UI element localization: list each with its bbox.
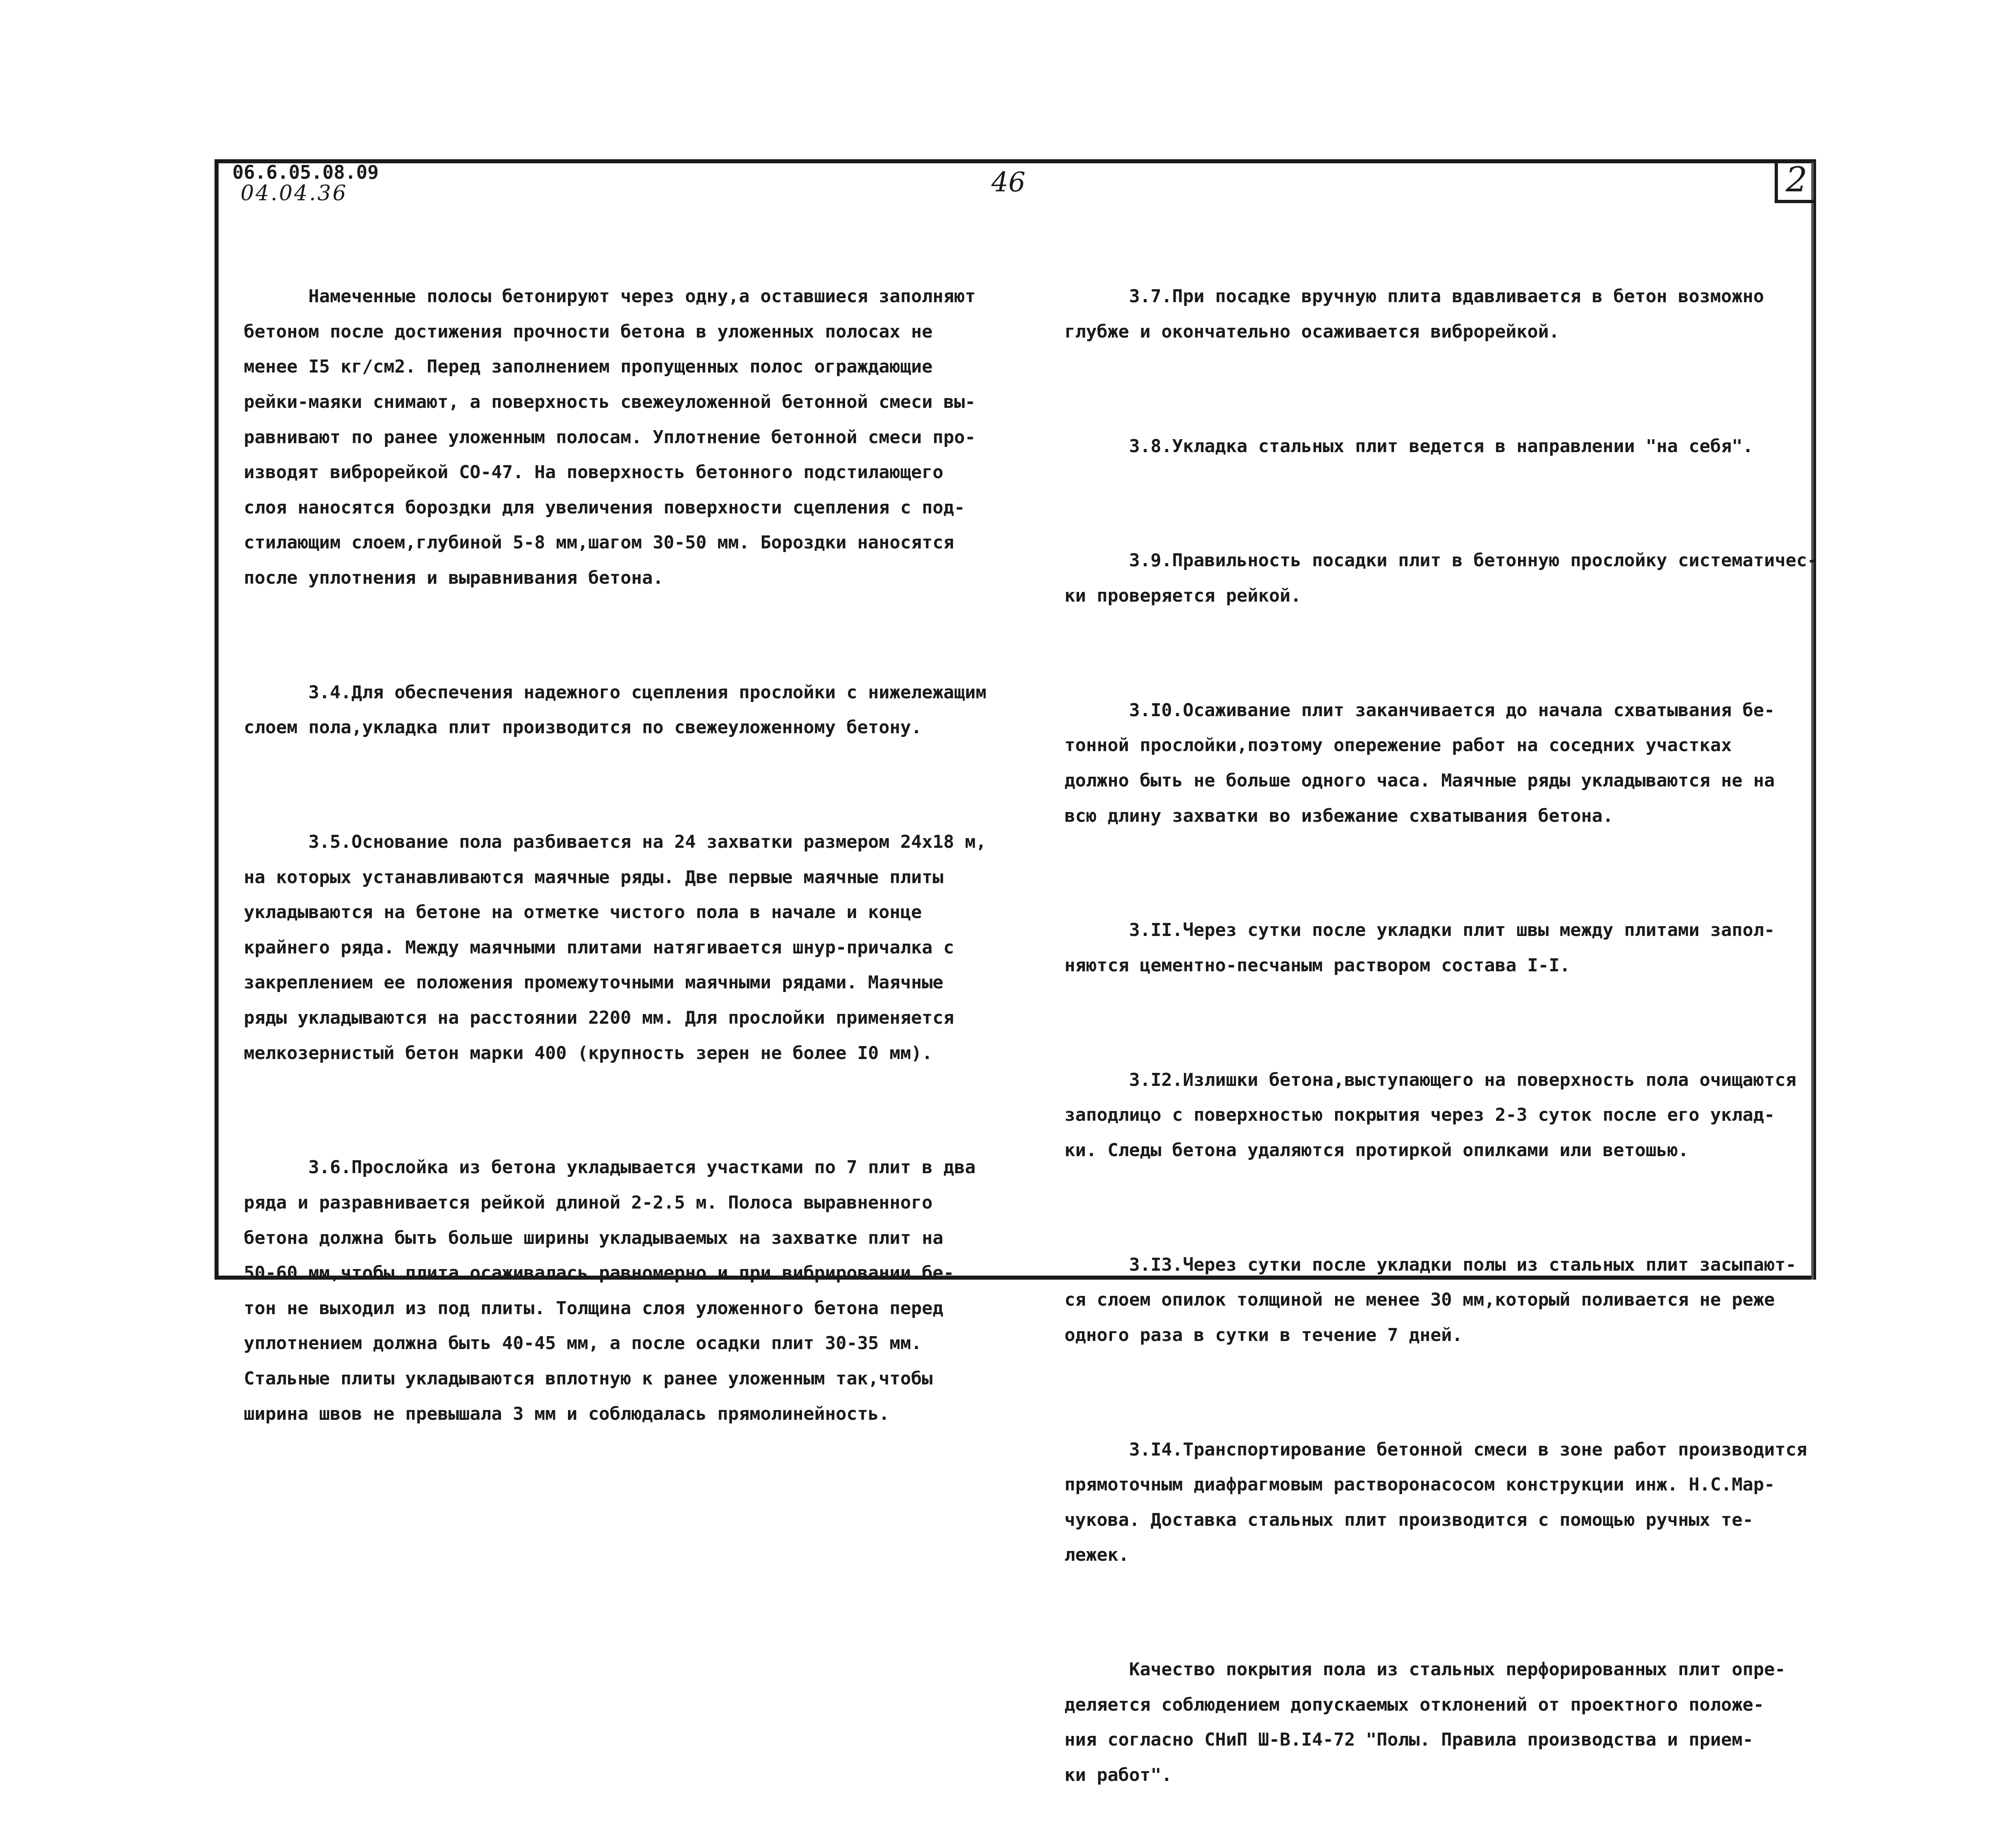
paragraph: Намеченные полосы бетонируют через одну,а оставшиеся заполняют бетоном после достижения прочности бетона в уложенных полосах не менее I5 кг/см2. Перед заполнением пропущенных полос ограждающие рейки-маяки снимают, а поверхность свежеуложенной бетонной смеси вы- равнивают по ранее уложенным полосам. Уплотнение бетонной смеси про- изводят виброрейкой СО-47. На поверхность бетонного подстилающего слоя наносятся бороздки для увеличения поверхности сцепления с под- стилающим слоем,глубиной 5-8 мм,шагом 30-50 мм. Бороздки наносятся после уплотнения и выравнивания бетона.: [244, 286, 976, 588]
sheet-number: 2: [1786, 160, 1808, 199]
paragraph: 3.7.При посадке вручную плита вдавливается в бетон возможно глубже и окончательно осаживается виброрейкой.: [1064, 286, 1764, 342]
paragraph: 3.5.Основание пола разбивается на 24 захватки размером 24х18 м, на которых устанавливаются маячные ряды. Две первые маячные плиты укладываются на бетоне на отметке чистого пола в начале и конце крайнего ряда. Между маячными плитами натягивается шнур-причалка с закреплением ее положения промежуточными маячными рядами. Маячные ряды укладываются на расстоянии 2200 мм. Для прослойки применяется мелкозернистый бетон марки 400 (крупность зерен не более I0 мм).: [244, 832, 986, 1064]
page-number: 46: [991, 167, 1025, 198]
right-text-column: [1064, 209, 1828, 1837]
paragraph: 3.I3.Через сутки после укладки полы из стальных плит засыпают- ся слоем опилок толщиной не менее 30 мм,который поливается не реже одного раза в сутки в течение 7 дней.: [1064, 1254, 1797, 1345]
paragraph: 3.8.Укладка стальных плит ведется в направлении "на себя".: [1064, 435, 1754, 457]
document-code-line1: 06.6.05.08.09: [232, 161, 379, 183]
document-code-line2: 04.04.36: [241, 181, 348, 206]
paragraph: Качество покрытия пола из стальных перфорированных плит опре- деляется соблюдением допускаемых отклонений от проектного положе- ния согласно СНиП Ш-В.I4-72 "Полы. Правила производства и прием- ки работ".: [1064, 1659, 1786, 1785]
paragraph: 3.4.Для обеспечения надежного сцепления прослойки с нижележащим слоем пола,укладка плит производится по свежеуложенному бетону.: [244, 682, 986, 738]
paragraph: 3.6.Прослойка из бетона укладывается участками по 7 плит в два ряда и разравнивается рейкой длиной 2-2.5 м. Полоса выравненного бетона должна быть больше ширины укладываемых на захватке плит на 50-60 мм,чтобы плита осаживалась равномерно и при вибрировании бе- тон не выходил из под плиты. Толщина слоя уложенного бетона перед уплотнением должна быть 40-45 мм, а после осадки плит 30-35 мм. Стальные плиты укладываются вплотную к ранее уложенным так,чтобы ширина швов не превышала 3 мм и соблюдалась прямолинейность.: [244, 1157, 976, 1424]
paragraph: 3.I2.Излишки бетона,выступающего на поверхность пола очищаются заподлицо с поверхностью покрытия через 2-3 суток после его уклад- ки. Следы бетона удаляются протиркой опилками или ветошью.: [1064, 1069, 1797, 1161]
document-code: [232, 162, 379, 204]
sheet-number-box: [1775, 159, 1815, 203]
paragraph: 3.II.Через сутки после укладки плит швы между плитами запол- няются цементно-песчаным раствором состава I-I.: [1064, 920, 1775, 976]
paragraph: 3.9.Правильность посадки плит в бетонную прослойку систематичес- ки проверяется рейкой.: [1064, 550, 1818, 606]
paragraph: 3.I4.Транспортирование бетонной смеси в зоне работ производится прямоточным диафрагмовым растворонасосом конструкции инж. Н.С.Мар- чукова. Доставка стальных плит производится с помощью ручных те- лежек.: [1064, 1439, 1807, 1566]
left-text-column: [244, 209, 1008, 1476]
paragraph: 3.I0.Осаживание плит заканчивается до начала схватывания бе- тонной прослойки,поэтому опережение работ на соседних участках должно быть не больше одного часа. Маячные ряды укладываются не на всю длину захватки во избежание схватывания бетона.: [1064, 700, 1775, 826]
